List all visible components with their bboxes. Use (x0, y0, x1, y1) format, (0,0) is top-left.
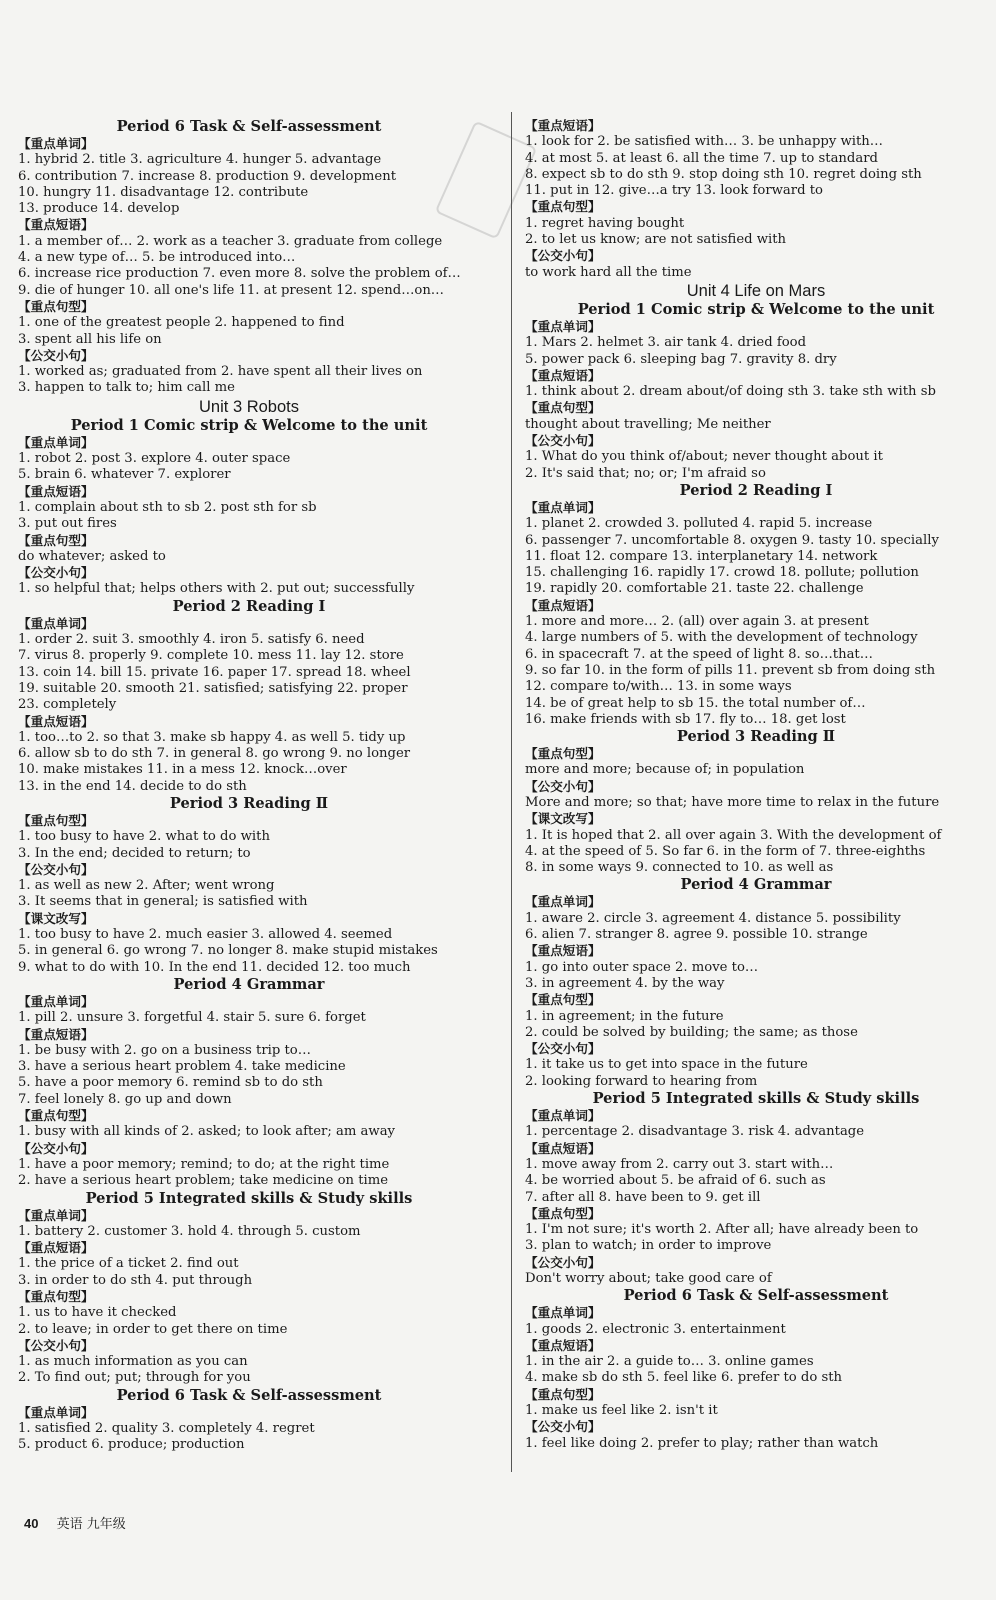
answer-line: 1. the price of a ticket 2. find out (18, 1256, 239, 1272)
section-header: 【重点句型】 (525, 199, 601, 215)
answer-line: 1. too…to 2. so that 3. make sb happy 4. as well 5. tidy up (18, 729, 406, 745)
period-title: Period 5 Integrated skills & Study skills (592, 1090, 920, 1108)
answer-line: 8. in some ways 9. connected to 10. as well as (525, 860, 834, 876)
section-header: 【重点句型】 (525, 400, 601, 416)
answer-line: 1. I'm not sure; it's worth 2. After all; have already been to (525, 1222, 919, 1238)
section-header: 【重点短语】 (18, 483, 94, 499)
answer-line: 1. as much information as you can (18, 1354, 248, 1370)
answer-line: 5. power pack 6. sleeping bag 7. gravity 8. dry (525, 351, 837, 367)
answer-line: 15. challenging 16. rapidly 17. crowd 18. pollute; pollution (525, 565, 919, 581)
answer-line: 1. think about 2. dream about/of doing sth 3. take sth with sb (525, 384, 936, 400)
answer-line: 9. so far 10. in the form of pills 11. prevent sb from doing sth (525, 662, 936, 678)
page-footer (24, 1513, 126, 1532)
answer-line: 2. could be solved by building; the same; as those (525, 1024, 858, 1040)
answer-line: 13. produce 14. develop (18, 201, 180, 217)
answer-line: 3. in agreement 4. by the way (525, 975, 725, 991)
answer-line: 19. suitable 20. smooth 21. satisfied; satisfying 22. proper (18, 680, 408, 696)
answer-line: 1. in agreement; in the future (525, 1008, 724, 1024)
answer-line: 4. at the speed of 5. So far 6. in the form of 7. three-eighths (525, 843, 926, 859)
answer-line: 1. Mars 2. helmet 3. air tank 4. dried food (525, 335, 807, 351)
column-divider (511, 112, 512, 1472)
section-header: 【重点单词】 (18, 993, 94, 1009)
section-header: 【重点句型】 (18, 1289, 94, 1304)
answer-line: 16. make friends with sb 17. fly to… 18. get lost (525, 711, 846, 727)
answer-line: 1. in the air 2. a guide to… 3. online games (525, 1354, 814, 1370)
period-title: Period 2 Reading Ⅰ (172, 597, 326, 615)
answer-line: 1. feel like doing 2. prefer to play; rather than watch (525, 1435, 879, 1451)
section-header: 【重点短语】 (525, 367, 601, 383)
answer-line: 11. put in 12. give…a try 13. look forward to (525, 183, 823, 199)
subject: 英语 (56, 1517, 83, 1532)
answer-line: 3. In the end; decided to return; to (18, 845, 251, 861)
answer-line: 5. in general 6. go wrong 7. no longer 8. make stupid mistakes (18, 943, 438, 959)
answer-line: 11. float 12. compare 13. interplanetary 14. network (525, 548, 878, 564)
section-header: 【公交小句】 (525, 433, 601, 449)
section-header: 【重点短语】 (525, 943, 601, 959)
section-header: 【重点单词】 (525, 894, 601, 910)
answer-line: 1. order 2. suit 3. smoothly 4. iron 5. satisfy 6. need (18, 632, 365, 648)
unit-title: Unit 4 Life on Mars (686, 281, 826, 300)
section-header: 【公交小句】 (18, 565, 94, 581)
answer-line: 10. hungry 11. disadvantage 12. contribute (18, 184, 309, 200)
answer-line: 1. one of the greatest people 2. happened to find (18, 315, 345, 331)
answer-line: 7. feel lonely 8. go up and down (18, 1091, 232, 1107)
answer-line: 6. alien 7. stranger 8. agree 9. possible 10. strange (525, 927, 868, 943)
period-title: Period 2 Reading Ⅰ (679, 481, 833, 499)
section-header: 【重点句型】 (525, 1205, 601, 1221)
answer-line: 23. completely (18, 697, 117, 713)
answer-line: 1. It is hoped that 2. all over again 3. With the development of (525, 827, 942, 843)
section-header: 【重点单词】 (18, 434, 94, 450)
answer-line: 1. too busy to have 2. what to do with (18, 829, 270, 845)
period-title: Period 6 Task & Self-assessment (116, 118, 382, 135)
answer-line: 6. passenger 7. uncomfortable 8. oxygen 9. tasty 10. specially (525, 532, 939, 548)
answer-line: 13. coin 14. bill 15. private 16. paper 17. spread 18. wheel (18, 664, 411, 680)
section-header: 【重点句型】 (18, 812, 94, 828)
section-header: 【公交小句】 (525, 1419, 601, 1435)
answer-line: 1. hybrid 2. title 3. agriculture 4. hunger 5. advantage (18, 152, 382, 168)
section-header: 【重点句型】 (18, 532, 94, 548)
answer-line: 1. pill 2. unsure 3. forgetful 4. stair 5. sure 6. forget (18, 1010, 366, 1026)
answer-line: 1. goods 2. electronic 3. entertainment (525, 1321, 786, 1337)
answer-line: 1. a member of… 2. work as a teacher 3. graduate from college (18, 233, 443, 249)
answer-line: 5. brain 6. whatever 7. explorer (18, 467, 231, 483)
answer-line: thought about travelling; Me neither (525, 416, 771, 432)
answer-line: 6. increase rice production 7. even more 8. solve the problem of… (18, 266, 461, 282)
section-header: 【重点句型】 (18, 1108, 94, 1124)
answer-line: 1. robot 2. post 3. explore 4. outer space (18, 451, 291, 467)
period-title: Period 6 Task & Self-assessment (623, 1287, 889, 1305)
answer-line: 3. spent all his life on (18, 331, 162, 347)
answer-line: 6. in spacecraft 7. at the speed of light 8. so…that… (525, 646, 873, 662)
answer-line: 3. put out fires (18, 516, 117, 532)
answer-line: 13. in the end 14. decide to do sth (18, 778, 247, 794)
answer-line: 9. die of hunger 10. all one's life 11. at present 12. spend…on… (18, 282, 444, 298)
section-header: 【重点句型】 (18, 298, 94, 314)
section-header: 【重点短语】 (525, 1337, 601, 1353)
answer-line: More and more; so that; have more time to relax in the future (525, 794, 940, 810)
section-header: 【重点单词】 (525, 1108, 601, 1124)
answer-line: 8. expect sb to do sth 9. stop doing sth 10. regret doing sth (525, 166, 922, 182)
answer-line: 1. complain about sth to sb 2. post sth for sb (18, 499, 317, 515)
unit-title: Unit 3 Robots (199, 397, 299, 416)
period-title: Period 3 Reading Ⅱ (676, 728, 836, 746)
answer-line: 1. go into outer space 2. move to… (525, 959, 759, 975)
answer-line: 6. contribution 7. increase 8. production 9. development (18, 168, 396, 184)
answer-line: 1. busy with all kinds of 2. asked; to look after; am away (18, 1124, 396, 1140)
answer-line: 3. have a serious heart problem 4. take medicine (18, 1059, 346, 1075)
page-number: 40 (24, 1516, 39, 1531)
answer-line: 1. it take us to get into space in the future (525, 1057, 808, 1073)
period-title: Period 1 Comic strip & Welcome to the unit (577, 300, 935, 318)
grade: 九年级 (86, 1517, 126, 1532)
section-header: 【重点单词】 (525, 1305, 601, 1321)
answer-line: 14. be of great help to sb 15. the total number of… (525, 695, 866, 711)
section-header: 【公交小句】 (18, 1337, 94, 1353)
answer-line: 1. be busy with 2. go on a business trip to… (18, 1042, 311, 1058)
section-header: 【重点短语】 (525, 118, 601, 133)
answer-line: 2. It's said that; no; or; I'm afraid so (525, 465, 766, 481)
answer-line: 4. large numbers of 5. with the development of technology (525, 630, 918, 646)
left-column (18, 118, 480, 1454)
period-title: Period 3 Reading Ⅱ (169, 794, 329, 812)
answer-line: 4. at most 5. at least 6. all the time 7. up to standard (525, 150, 878, 166)
section-header: 【重点单词】 (18, 615, 94, 631)
answer-line: 4. a new type of… 5. be introduced into… (18, 250, 296, 266)
answer-line: 1. battery 2. customer 3. hold 4. through 5. custom (18, 1223, 361, 1239)
answer-line: 1. worked as; graduated from 2. have spent all their lives on (18, 364, 423, 380)
period-title: Period 1 Comic strip & Welcome to the unit (70, 416, 428, 434)
answer-line: 10. make mistakes 11. in a mess 12. knock…over (18, 762, 347, 778)
section-header: 【重点句型】 (525, 992, 601, 1008)
answer-line: 2. to let us know; are not satisfied with (525, 232, 787, 248)
section-header: 【重点短语】 (18, 217, 94, 233)
answer-line: 3. happen to talk to; him call me (18, 380, 235, 396)
answer-line: 1. so helpful that; helps others with 2. put out; successfully (18, 581, 415, 597)
answer-line: 7. virus 8. properly 9. complete 10. mess 11. lay 12. store (18, 648, 404, 664)
answer-line: 3. in order to do sth 4. put through (18, 1272, 253, 1288)
answer-line: 1. have a poor memory; remind; to do; at the right time (18, 1156, 390, 1172)
section-header: 【重点短语】 (525, 597, 601, 613)
answer-line: 3. plan to watch; in order to improve (525, 1238, 772, 1254)
answer-line: 1. move away from 2. carry out 3. start with… (525, 1156, 834, 1172)
section-header: 【重点句型】 (525, 746, 601, 762)
section-header: 【重点单词】 (18, 136, 94, 151)
answer-line: 1. satisfied 2. quality 3. completely 4. regret (18, 1421, 315, 1437)
answer-line: Don't worry about; take good care of (525, 1271, 772, 1286)
answer-line: 1. more and more… 2. (all) over again 3. at present (525, 614, 869, 630)
answer-line: 1. planet 2. crowded 3. polluted 4. rapid 5. increase (525, 516, 873, 532)
section-header: 【课文改写】 (18, 910, 94, 926)
answer-line: 1. too busy to have 2. much easier 3. allowed 4. seemed (18, 927, 393, 943)
answer-line: more and more; because of; in population (525, 762, 805, 778)
section-header: 【重点短语】 (18, 713, 94, 729)
period-title: Period 6 Task & Self-assessment (116, 1386, 382, 1404)
section-header: 【重点短语】 (525, 1140, 601, 1156)
section-header: 【重点短语】 (18, 1240, 94, 1256)
section-header: 【公交小句】 (18, 861, 94, 877)
answer-line: 12. compare to/with… 13. in some ways (525, 679, 792, 695)
period-title: Period 5 Integrated skills & Study skills (85, 1189, 413, 1207)
answer-line: 19. rapidly 20. comfortable 21. taste 22. challenge (525, 581, 864, 597)
answer-line: 1. aware 2. circle 3. agreement 4. distance 5. possibility (525, 910, 901, 926)
section-header: 【重点句型】 (525, 1386, 601, 1402)
answer-line: 2. looking forward to hearing from (525, 1073, 758, 1089)
answer-line: 4. be worried about 5. be afraid of 6. such as (525, 1173, 826, 1189)
section-header: 【重点单词】 (525, 499, 601, 515)
answer-line: 5. product 6. produce; production (18, 1437, 245, 1453)
answer-line: 2. have a serious heart problem; take medicine on time (18, 1173, 389, 1189)
period-title: Period 4 Grammar (680, 876, 832, 894)
answer-line: 1. regret having bought (525, 215, 685, 231)
answer-line: 9. what to do with 10. In the end 11. decided 12. too much (18, 959, 411, 975)
answer-line: 4. make sb do sth 5. feel like 6. prefer to do sth (525, 1370, 843, 1386)
section-header: 【公交小句】 (525, 248, 601, 264)
answer-line: 1. us to have it checked (18, 1305, 177, 1321)
right-column (525, 118, 987, 1452)
answer-line: 5. have a poor memory 6. remind sb to do sth (18, 1075, 323, 1091)
answer-line: 1. What do you think of/about; never thought about it (525, 449, 883, 465)
answer-line: 3. It seems that in general; is satisfied with (18, 894, 308, 910)
section-header: 【重点单词】 (18, 1404, 94, 1420)
section-header: 【公交小句】 (525, 1041, 601, 1057)
section-header: 【公交小句】 (525, 1254, 601, 1270)
section-header: 【重点单词】 (525, 318, 601, 334)
section-header: 【重点短语】 (18, 1026, 94, 1042)
answer-line: 2. to leave; in order to get there on time (18, 1321, 288, 1337)
section-header: 【课文改写】 (525, 811, 601, 827)
section-header: 【公交小句】 (525, 778, 601, 794)
answer-line: 1. make us feel like 2. isn't it (525, 1403, 718, 1419)
section-header: 【公交小句】 (18, 1140, 94, 1156)
answer-line: 6. allow sb to do sth 7. in general 8. go wrong 9. no longer (18, 746, 411, 762)
section-header: 【公交小句】 (18, 347, 94, 363)
answer-line: to work hard all the time (525, 264, 692, 280)
answer-line: 2. To find out; put; through for you (18, 1370, 251, 1386)
period-title: Period 4 Grammar (173, 975, 325, 993)
answer-line: do whatever; asked to (18, 548, 166, 564)
section-header: 【重点单词】 (18, 1207, 94, 1223)
answer-line: 1. percentage 2. disadvantage 3. risk 4. advantage (525, 1124, 865, 1140)
answer-line: 7. after all 8. have been to 9. get ill (525, 1189, 761, 1205)
answer-line: 1. as well as new 2. After; went wrong (18, 878, 275, 894)
answer-line: 1. look for 2. be satisfied with… 3. be unhappy with… (525, 134, 883, 150)
